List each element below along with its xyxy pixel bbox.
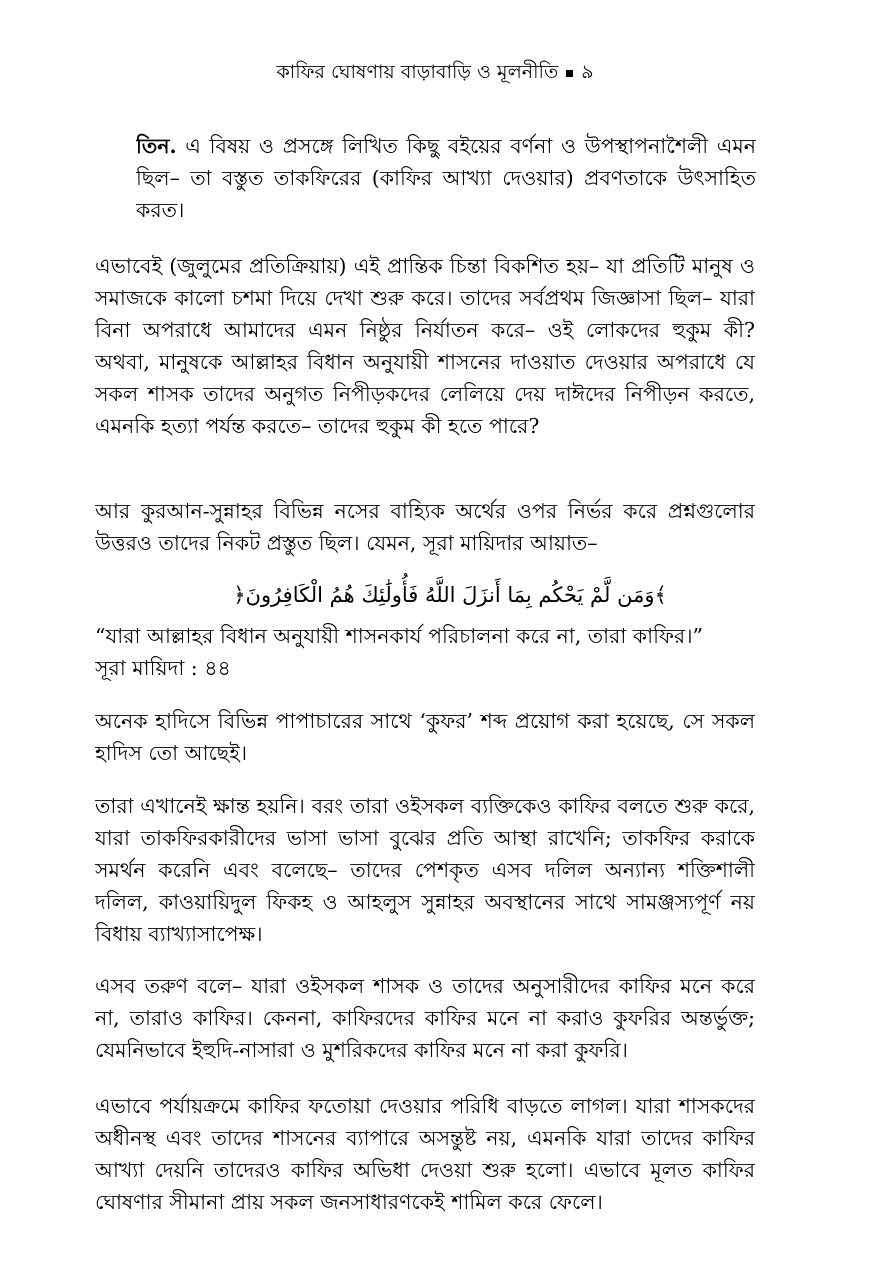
- running-header: [0, 58, 870, 86]
- paragraph-oppression-reaction: এভাবেই (জুলুমের প্রতিক্রিয়ায়) এই প্রান্তিক চিন্তা বিকশিত হয়– যা প্রতিটি মানুষ ও সমাজকে কালো চশমা দিয়ে দেখা শুরু করে। তাদের সর্বপ্রথম জিজ্ঞাসা ছিল– যারা বিনা অপরাধে আমাদের এমন নিষ্ঠুর নির্যাতন করে– ওই লোকদের হুকুম কী? অথবা, মানুষকে আল্লাহর বিধান অনুযায়ী শাসনের দাওয়াত দেওয়ার অপরাধে যে সকল শাসক তাদের অনুগত নিপীড়কদের লেলিয়ে দেয় দাঈদের নিপীড়ন করতে, এমনকি হত্যা পর্যন্ত করতে– তাদের হুকুম কী হতে পারে?: [95, 254, 755, 438]
- paragraph-expanded-takfir: তারা এখানেই ক্ষান্ত হয়নি। বরং তারা ওইসকল ব্যক্তিকেও কাফির বলতে শুরু করে, যারা তাকফিরকারীদের ভাসা ভাসা বুঝের প্রতি আস্থা রাখেনি; তাকফির করাকে সমর্থন করেনি এবং বলেছে– তাদের পেশকৃত এসব দলিল অন্যান্য শক্তিশালী দলিল, কাওয়ায়িদুল ফিকহ ও আহলুস সুন্নাহর অবস্থানের সাথে সামঞ্জস্যপূর্ণ নয় বিধায় ব্যাখ্যাসাপেক্ষ।: [95, 794, 755, 946]
- separator-square-icon: [566, 70, 573, 77]
- point-three-paragraph: [136, 130, 756, 230]
- paragraph-quran-sunnah: আর কুরআন-সুন্নাহর বিভিন্ন নসের বাহ্যিক অর্থের ওপর নির্ভর করে প্রশ্নগুলোর উত্তরও তাদের নিকট প্রস্তুত ছিল। যেমন, সূরা মায়িদার আয়াত–: [95, 499, 755, 555]
- paragraph-youth-claim: এসব তরুণ বলে– যারা ওইসকল শাসক ও তাদের অনুসারীদের কাফির মনে করে না, তারাও কাফির। কেননা, কাফিরদের কাফির মনে না করাও কুফরির অন্তর্ভুক্ত; যেমনিভাবে ইহুদি-নাসারা ও মুশরিকদের কাফির মনে না করা কুফরি।: [95, 974, 755, 1062]
- point-three-lead: তিন.: [136, 134, 177, 158]
- header-title: কাফির ঘোষণায় বাড়াবাড়ি ও মূলনীতি: [276, 61, 559, 83]
- page-number: ৯: [581, 61, 594, 83]
- paragraph-gradual-expansion: এভাবে পর্যায়ক্রমে কাফির ফতোয়া দেওয়ার পরিধি বাড়তে লাগল। যারা শাসকদের অধীনস্থ এবং তাদের শাসনের ব্যাপারে অসন্তুষ্ট নয়, এমনকি যারা তাদের কাফির আখ্যা দেয়নি তাদেরও কাফির অভিধা দেওয়া শুরু হলো। এভাবে মূলত কাফির ঘোষণার সীমানা প্রায় সকল জনসাধারণকেই শামিল করে ফেলে।: [95, 1094, 755, 1214]
- point-three-text: এ বিষয় ও প্রসঙ্গে লিখিত কিছু বইয়ের বর্ণনা ও উপস্থাপনাশৈলী এমন ছিল– তা বস্তুত তাকফিরের (কাফির আখ্যা দেওয়ার) প্রবণতাকে উৎসাহিত করত।: [136, 134, 756, 222]
- verse-translation-block: [95, 620, 755, 688]
- verse-translation: “যারা আল্লাহর বিধান অনুযায়ী শাসনকার্য পরিচালনা করে না, তারা কাফির।”: [95, 624, 704, 648]
- quran-verse: ﴿وَمَن لَّمْ يَحْكُم بِمَا أَنزَلَ اللَّهُ فَأُولَٰئِكَ هُمُ الْكَافِرُونَ﴾: [233, 583, 667, 607]
- verse-reference: সূরা মায়িদা : ৪৪: [95, 656, 231, 680]
- paragraph-hadith: অনেক হাদিসে বিভিন্ন পাপাচারের সাথে ‘কুফর’ শব্দ প্রয়োগ করা হয়েছে, সে সকল হাদিস তো আছেই।: [95, 709, 755, 765]
